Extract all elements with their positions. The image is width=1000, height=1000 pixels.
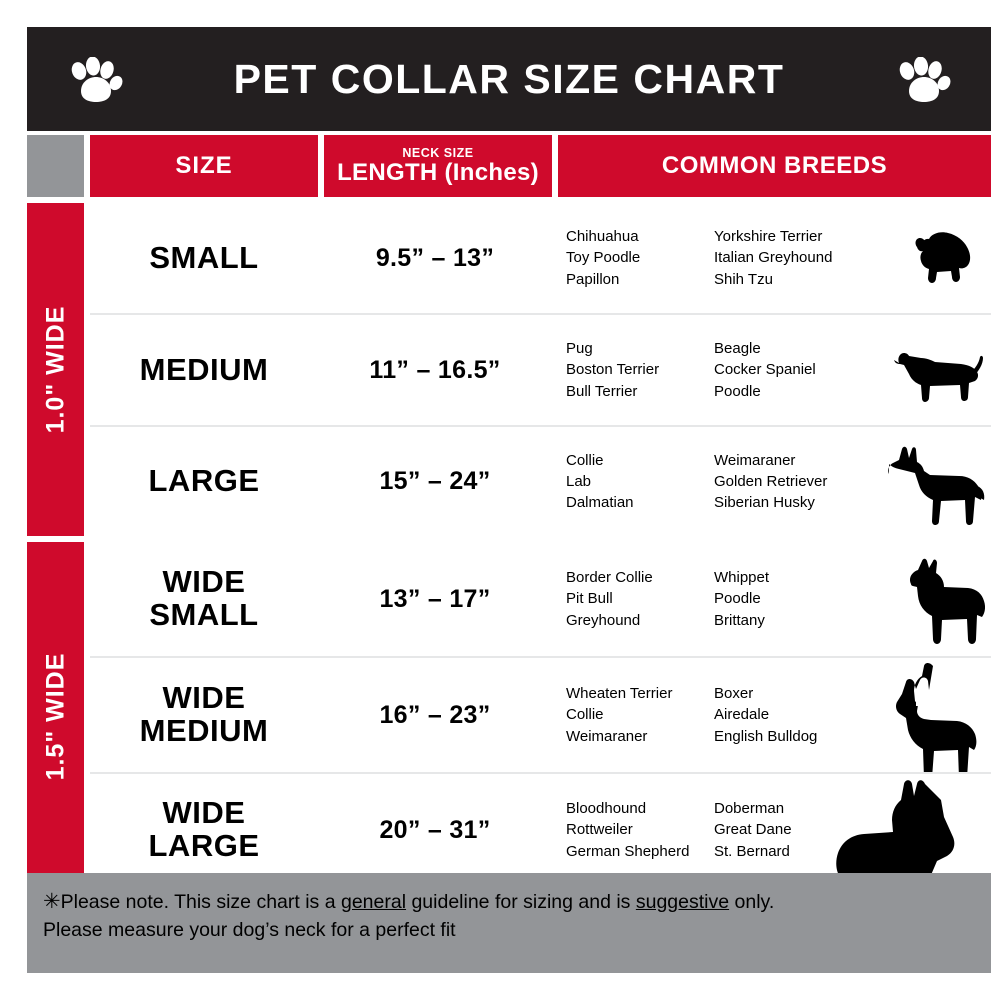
paw-icon — [67, 57, 123, 105]
row-size — [90, 774, 318, 886]
breed-column-1 — [566, 683, 714, 747]
breed-item: Dalmatian — [566, 494, 634, 512]
breed-item: Italian Greyhound — [714, 249, 833, 267]
row-size: LARGE — [148, 463, 260, 499]
breed-item: Bloodhound — [566, 800, 647, 818]
breed-item: Collie — [566, 451, 604, 469]
row-size-line1: WIDE — [162, 564, 246, 600]
breed-column-2 — [714, 450, 864, 514]
footer-note-line1 — [43, 887, 975, 917]
breed-item: Weimaraner — [566, 727, 648, 745]
row-size — [90, 658, 318, 772]
breed-item: Airedale — [714, 706, 770, 724]
boxer-silhouette-icon — [889, 660, 985, 772]
breed-item: Beagle — [714, 340, 761, 358]
row-size-line2: MEDIUM — [139, 713, 269, 748]
breed-item: Bull Terrier — [566, 382, 638, 400]
group-label-1-5-wide — [27, 542, 84, 890]
breed-item: Toy Poodle — [566, 249, 641, 267]
column-header-breeds: COMMON BREEDS — [558, 135, 991, 197]
column-header-row — [27, 135, 991, 197]
column-header-length-sub: NECK SIZE — [402, 146, 474, 161]
group-label-1-0-wide — [27, 203, 84, 536]
breed-item: Yorkshire Terrier — [714, 228, 823, 246]
row-breeds — [552, 203, 991, 313]
row-length: 20” – 31” — [379, 815, 491, 844]
bulldog-silhouette-icon — [893, 556, 985, 652]
breed-column-2 — [714, 567, 864, 631]
footer-note — [27, 873, 991, 973]
row-length: 13” – 17” — [379, 584, 491, 613]
table-row — [90, 658, 991, 774]
column-header-length-main: LENGTH (Inches) — [337, 158, 539, 186]
breed-item: Papillon — [566, 270, 620, 288]
column-header-size: SIZE — [90, 135, 318, 197]
breed-item: Pit Bull — [566, 590, 613, 608]
row-size-line2: SMALL — [149, 597, 259, 632]
dachshund-silhouette-icon — [889, 347, 985, 409]
group-label-1-0-wide-text: 1.0" WIDE — [41, 305, 70, 434]
breed-item: St. Bernard — [714, 842, 790, 860]
breed-item: Wheaten Terrier — [566, 685, 673, 703]
row-breeds — [552, 427, 991, 536]
table-row — [90, 203, 991, 315]
breed-column-2 — [714, 226, 864, 290]
breed-column-1 — [566, 798, 714, 862]
breed-item: Pug — [566, 340, 593, 358]
breed-column-1 — [566, 567, 714, 631]
footer-note-text-b: guideline for sizing and is — [406, 891, 636, 913]
row-size-line1: WIDE — [162, 680, 246, 716]
breed-item: German Shepherd — [566, 842, 690, 860]
breed-item: Boxer — [714, 685, 754, 703]
footer-note-underline-suggestive: suggestive — [635, 891, 730, 913]
breed-column-1 — [566, 338, 714, 402]
breed-item: Doberman — [714, 800, 785, 818]
breed-item: Golden Retriever — [714, 472, 828, 490]
footer-note-text-c: only. — [729, 891, 775, 913]
row-size-line2: LARGE — [148, 828, 260, 863]
breed-item: Great Dane — [714, 821, 792, 839]
small-fluffy-dog-silhouette-icon — [899, 231, 985, 299]
row-breeds — [552, 658, 991, 772]
table-row — [90, 427, 991, 536]
breed-column-2 — [714, 683, 864, 747]
breed-item: Brittany — [714, 611, 765, 629]
breed-item: Siberian Husky — [714, 494, 815, 512]
asterisk-icon: ✳ — [43, 890, 61, 913]
breed-item: Poodle — [714, 382, 761, 400]
shepherd-silhouette-icon — [881, 438, 985, 530]
breed-item: Chihuahua — [566, 228, 639, 246]
breed-column-1 — [566, 450, 714, 514]
chart-header — [27, 27, 991, 131]
table-row — [90, 542, 991, 658]
row-size-line1: WIDE — [162, 795, 246, 831]
row-length: 9.5” – 13” — [375, 243, 495, 272]
footer-note-underline-general: general — [340, 891, 407, 913]
breed-column-2 — [714, 338, 864, 402]
row-length: 11” – 16.5” — [369, 355, 501, 384]
breed-item: English Bulldog — [714, 727, 818, 745]
row-length: 15” – 24” — [379, 467, 491, 495]
breed-item: Shih Tzu — [714, 270, 773, 288]
breed-column-1 — [566, 226, 714, 290]
paw-icon — [895, 57, 951, 105]
breed-item: Boston Terrier — [566, 361, 660, 379]
table-row — [90, 315, 991, 427]
breed-item: Weimaraner — [714, 451, 796, 469]
breed-item: Cocker Spaniel — [714, 361, 816, 379]
breed-item: Greyhound — [566, 611, 641, 629]
footer-note-line2: Please measure your dog’s neck for a perfect fit — [43, 918, 456, 941]
row-breeds — [552, 315, 991, 425]
corner-cell — [27, 135, 84, 197]
breed-item: Rottweiler — [566, 821, 633, 839]
column-header-length — [324, 135, 552, 197]
breed-item: Collie — [566, 706, 604, 724]
breed-item: Whippet — [714, 569, 770, 587]
page-title: PET COLLAR SIZE CHART — [233, 55, 785, 102]
group-label-1-5-wide-text: 1.5" WIDE — [41, 652, 70, 780]
row-size — [90, 542, 318, 656]
breed-item: Poodle — [714, 590, 761, 608]
breed-item: Border Collie — [566, 569, 653, 587]
row-breeds — [552, 542, 991, 656]
footer-note-text-a: Please note. This size chart is a — [60, 891, 341, 913]
row-size: MEDIUM — [139, 351, 269, 387]
row-size: SMALL — [149, 239, 259, 275]
row-length: 16” – 23” — [379, 700, 491, 729]
breed-item: Lab — [566, 472, 592, 490]
